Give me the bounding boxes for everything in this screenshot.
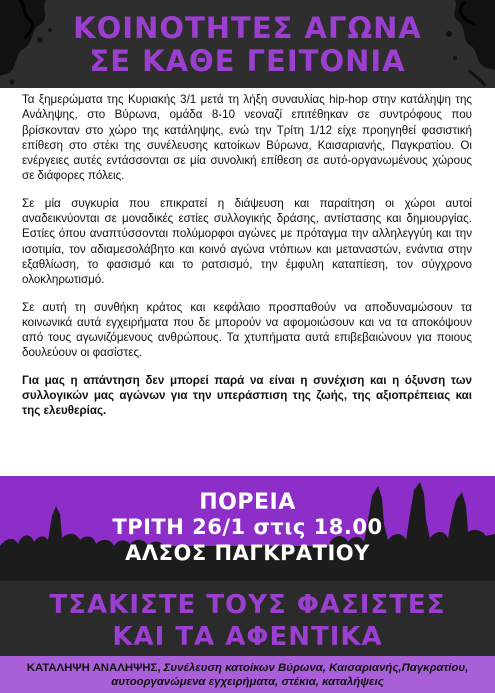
paragraph-1: Τα ξημερώματα της Κυριακής 3/1 μετά τη λήξη συναυλίας hip-hop στην κατάληψη της Ανάληψης, στο Βύρωνα, ομάδα 8-10 νεοναζί επιτέθηκαν σε συντρόφους που βρίσκονταν στο χώρο της κατάληψης, ενώ την Τρίτη 1/12 είχε προηγηθεί φασιστική επίθεση στο στέκι της συνέλευσης κατοίκων Βύρωνα, Καισαριανής, Παγκρατίου. Οι ενέργειες αυτές εντάσσονται σε μία συνολική επίθεση σε αυτό-οργανωμένους χώρους σε διάφορες πόλεις. <box>22 93 472 183</box>
footer-line2: αυτοοργανώμενα εγχειρήματα, στέκια, καταλήψεις <box>111 676 384 688</box>
footer-lead: ΚΑΤΑΛΗΨΗ ΑΝΑΛΗΨΗΣ, <box>26 662 161 674</box>
paragraph-3: Σε αυτή τη συνθήκη κράτος και κεφάλαιο προσπαθούν να αποδυναμώσουν τα κοινωνικά αυτά εγχειρήματα που δε μπορούν να αφομοιώσουν και να τα αποκόψουν από τους αγωνιζόμενους ανθρώπους. Τα χτυπήματα αυτά επιβεβαιώνουν για ποιους δουλεύουν οι φασίστες. <box>22 300 472 360</box>
footer-rest1: Συνέλευση κατοίκων Βύρωνα, Καισαριανής,Παγκρατίου, <box>160 662 469 674</box>
footer-signatories <box>6 661 489 689</box>
header <box>0 0 495 88</box>
event-title: ΠΟΡΕΙΑ <box>199 490 296 515</box>
header-title-line1: ΚΟΙΝΟΤΗΤΕΣ ΑΓΩΝΑ <box>73 11 422 45</box>
footer <box>0 656 495 693</box>
paragraph-2: Σε μία συγκυρία που επικρατεί η διάψευση και παραίτηση οι χώροι αυτοί αναδεικνύονται σε μοναδικές εστίες συλλογικής δράσης, αντίστασης και δημιουργίας. Εστίες όπου αναπτύσσονται πολύμορφοι αγώνες με πρόταγμα την αλληλεγγύη και την ισοτιμία, τον αδιαμεσολάβητο και κοινό αγώνα ντόπιων και μεταναστών, ενάντια στην εξαθλίωση, το φασισμό και το ρατσισμό, την έμφυλη καταπίεση, τον σύγχρονο ολοκληρωτισμό. <box>22 196 472 287</box>
event-datetime: ΤΡΙΤΗ 26/1 στις 18.00 <box>112 515 383 539</box>
event-place: ΑΛΣΟΣ ΠΑΓΚΡΑΤΙΟΥ <box>125 541 370 565</box>
text-panel <box>0 88 495 476</box>
header-title-line2: ΣΕ ΚΑΘΕ ΓΕΙΤΟΝΙΑ <box>89 44 406 78</box>
closing-paragraph: Για μας η απάντηση δεν μπορεί παρά να είναι η συνέχιση και η όξυνση των συλλογικών μας αγώνων για την υπεράσπιση της ζωής, της αξιοπρέπειας και της ελευθερίας. <box>22 373 472 418</box>
slogan-line1: ΤΣΑΚΙΣΤΕ ΤΟΥΣ ΦΑΣΙΣΤΕΣ <box>49 590 446 620</box>
text-body <box>22 92 472 431</box>
slogan-line2: ΚΑΙ ΤΑ ΑΦΕΝΤΙΚΑ <box>112 622 383 652</box>
